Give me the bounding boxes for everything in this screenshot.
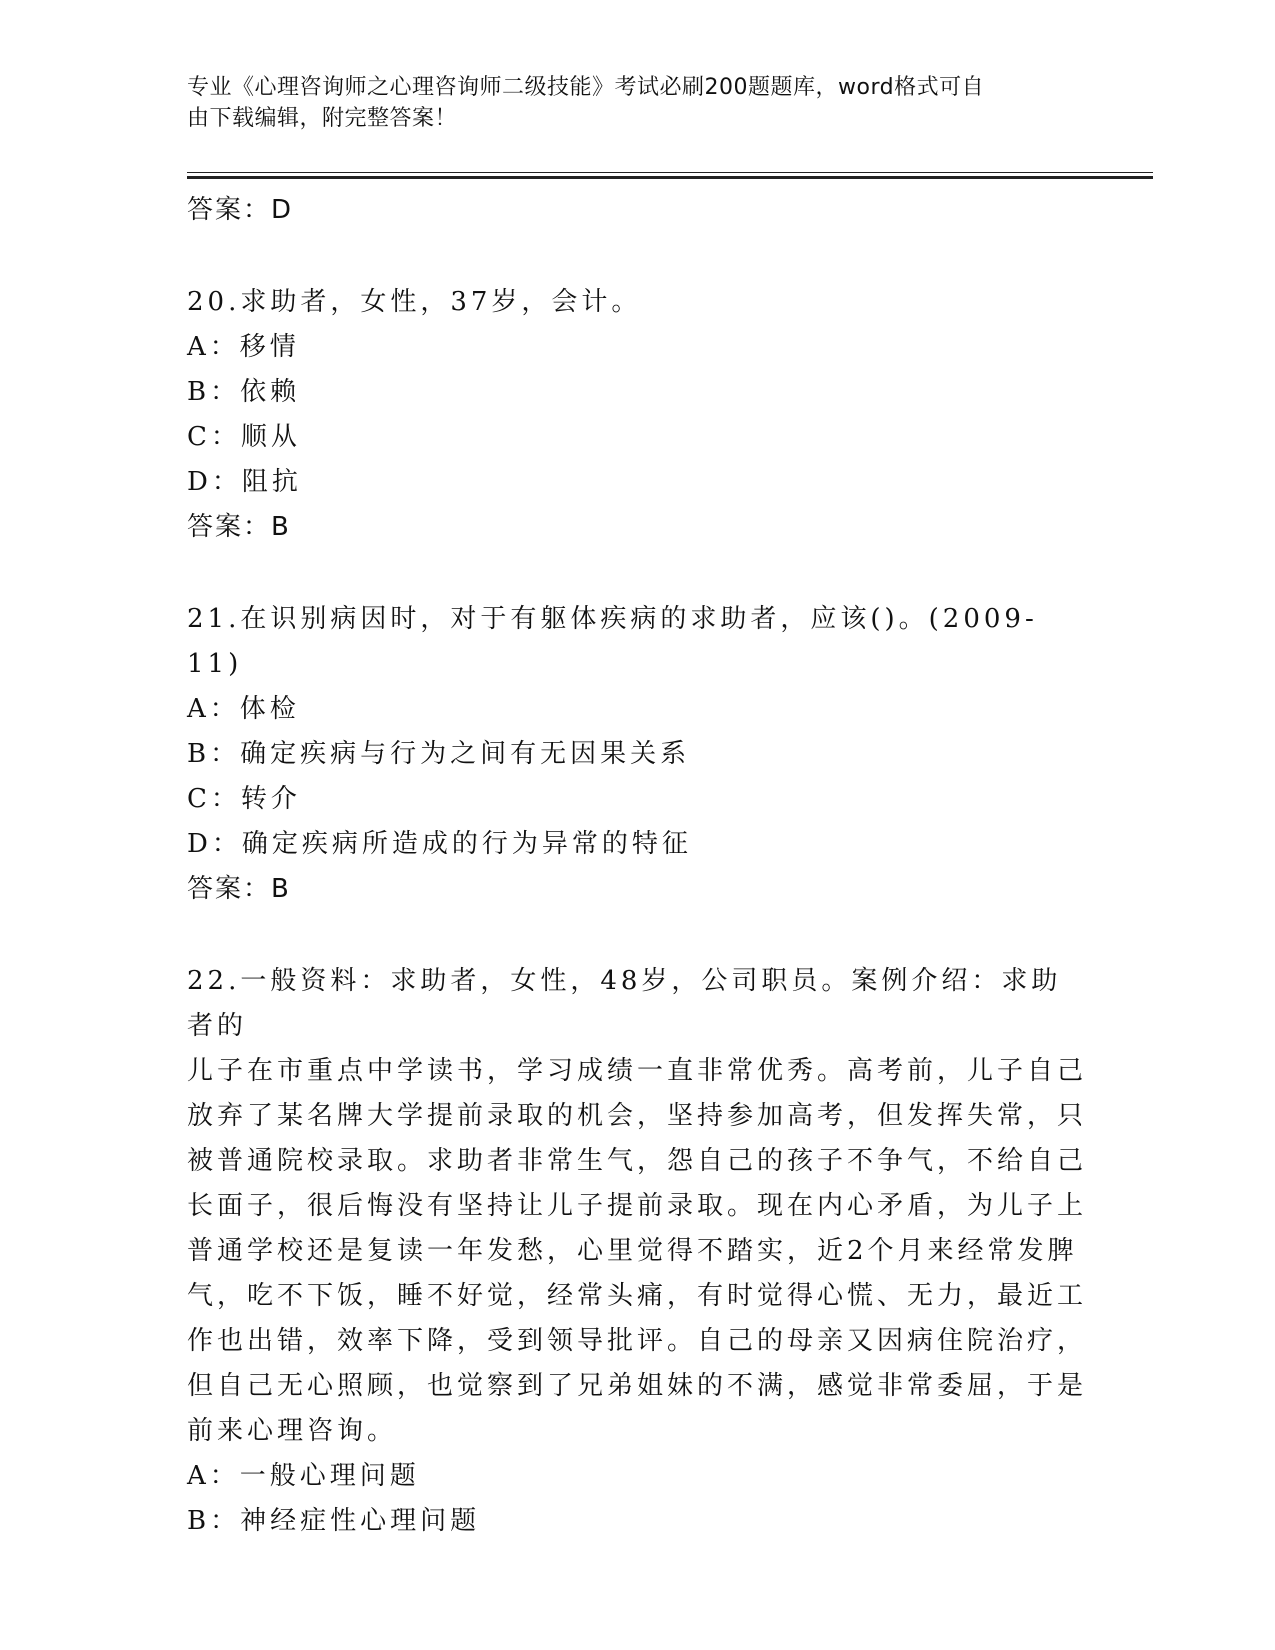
- header-line-1: 专业《心理咨询师之心理咨询师二级技能》考试必刷200题题库，word格式可自: [187, 75, 985, 100]
- option-b: B：确定疾病与行为之间有无因果关系: [187, 739, 691, 769]
- question-text-line: 作也出错，效率下降，受到领导批评。自己的母亲又因病住院治疗，: [187, 1326, 1088, 1356]
- option-b: B：依赖: [187, 377, 301, 407]
- option-d: D：确定疾病所造成的行为异常的特征: [187, 829, 692, 859]
- question-text-line: 22.一般资料：求助者，女性，48岁，公司职员。案例介绍：求助者的: [187, 966, 1062, 1041]
- question-text-line: 气，吃不下饭，睡不好觉，经常头痛，有时觉得心慌、无力，最近工: [187, 1281, 1088, 1311]
- question-text: 20.求助者，女性，37岁，会计。: [187, 287, 642, 317]
- answer-line: 答案：B: [187, 512, 291, 542]
- question-text-line: 被普通院校录取。求助者非常生气，怨自己的孩子不争气，不给自己: [187, 1146, 1088, 1176]
- option-c: C：转介: [187, 784, 301, 814]
- block-gap: [187, 550, 1087, 597]
- option-a: A：移情: [187, 332, 300, 362]
- option-b: B：神经症性心理问题: [187, 1506, 481, 1536]
- block-gap: [187, 912, 1087, 959]
- question-22: [187, 959, 1087, 1544]
- question-text-line: 放弃了某名牌大学提前录取的机会，坚持参加高考，但发挥失常，只: [187, 1101, 1088, 1131]
- question-text-line: 但自己无心照顾，也觉察到了兄弟姐妹的不满，感觉非常委屈，于是: [187, 1371, 1088, 1401]
- question-text-line: 普通学校还是复读一年发愁，心里觉得不踏实，近2个月来经常发脾: [187, 1236, 1078, 1266]
- option-a: A：一般心理问题: [187, 1461, 420, 1491]
- option-a: A：体检: [187, 694, 300, 724]
- question-text-line: 前来心理咨询。: [187, 1416, 398, 1446]
- header-line-2: 由下载编辑，附完整答案！: [187, 106, 458, 131]
- answer-line: 答案：B: [187, 874, 291, 904]
- option-d: D：阻抗: [187, 467, 302, 497]
- question-text-line: 长面子，很后悔没有坚持让儿子提前录取。现在内心矛盾，为儿子上: [187, 1191, 1088, 1221]
- header-divider-thin: [187, 172, 1153, 173]
- block-gap: [187, 233, 1087, 280]
- header-divider-thick: [187, 176, 1153, 179]
- question-text-line: 儿子在市重点中学读书，学习成绩一直非常优秀。高考前，儿子自己: [187, 1056, 1088, 1086]
- answer-line: 答案：D: [187, 195, 294, 225]
- question-21: [187, 597, 1087, 912]
- document-content: [187, 188, 1087, 1544]
- option-c: C：顺从: [187, 422, 301, 452]
- question-text: 21.在识别病因时，对于有躯体疾病的求助者，应该()。(2009-11): [187, 604, 1038, 679]
- question-20: [187, 280, 1087, 550]
- document-header: [187, 72, 1067, 134]
